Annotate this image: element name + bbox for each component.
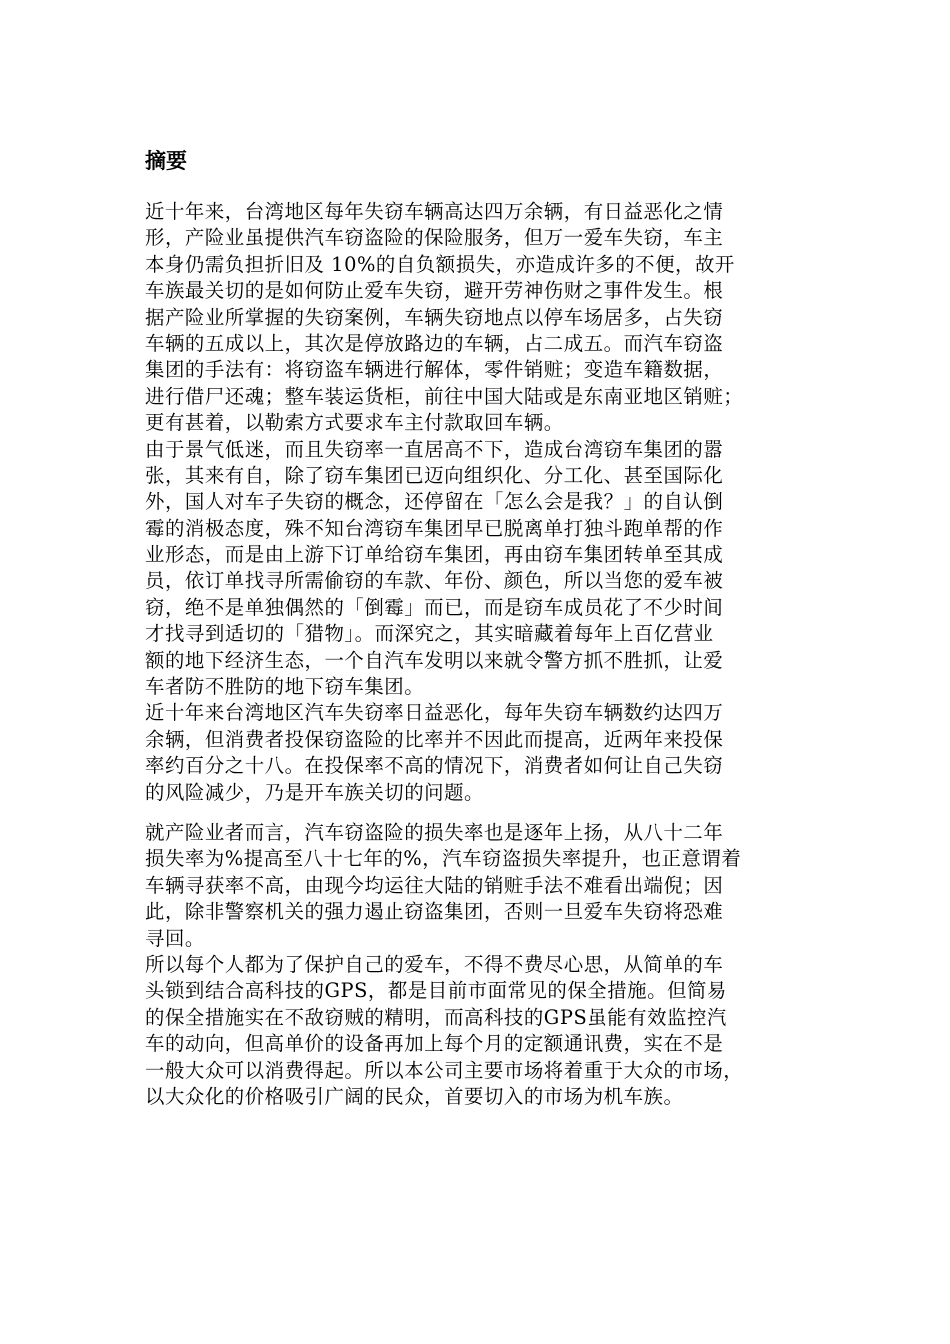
abstract-heading: 摘要 (145, 149, 187, 173)
text-line: 更有甚着，以勒索方式要求车主付款取回车辆。 (145, 411, 564, 435)
text-line: 余辆，但消费者投保窃盗险的比率并不因此而提高，近两年来投保 (145, 727, 724, 751)
text-line: 车族最关切的是如何防止爱车失窃，避开劳神伤财之事件发生。根 (145, 279, 724, 303)
text-line: 员，依订单找寻所需偷窃的车款、年份、颜色，所以当您的爱车被 (145, 569, 724, 593)
text-line: 率约百分之十八。在投保率不高的情况下，消费者如何让自己失窃 (145, 754, 724, 778)
text-line: 车辆的五成以上，其次是停放路边的车辆，占二成五。而汽车窃盗 (145, 331, 724, 355)
text-line: 进行借尸还魂；整车装运货柜，前往中国大陆或是东南亚地区销赃； (145, 384, 744, 408)
text-line: 集团的手法有：将窃盗车辆进行解体，零件销赃；变造车籍数据， (145, 358, 724, 382)
text-line: 额的地下经济生态，一个自汽车发明以来就令警方抓不胜抓，让爱 (145, 648, 724, 672)
text-line: 张，其来有自，除了窃车集团已迈向组织化、分工化、甚至国际化 (145, 463, 724, 487)
text-line: 据产险业所掌握的失窃案例，车辆失窃地点以停车场居多，占失窃 (145, 305, 724, 329)
paragraph-loss-ratio (145, 820, 825, 952)
abstract-section-one (145, 199, 825, 806)
text-line: 近十年来台湾地区汽车失窃率日益恶化，每年失窃车辆数约达四万 (145, 701, 724, 725)
text-line: 车的动向，但高单价的设备再加上每个月的定额通讯费，实在不是 (145, 1032, 724, 1056)
text-line: 窃，绝不是单独偶然的「倒霉」而已，而是窃车成员花了不少时间 (145, 595, 724, 619)
paragraph-market-target (145, 952, 825, 1110)
text-line: 头锁到结合高科技的GPS，都是目前市面常见的保全措施。但简易 (145, 979, 727, 1003)
text-line: 就产险业者而言，汽车窃盗险的损失率也是逐年上扬，从八十二年 (145, 821, 724, 844)
text-line: 所以每个人都为了保护自己的爱车，不得不费尽心思，从简单的车 (145, 952, 724, 976)
text-line: 业形态，而是由上游下订单给窃车集团，再由窃车集团转单至其成 (145, 543, 724, 567)
text-line: 才找寻到适切的「猎物」。而深究之，其实暗藏着每年上百亿营业 (145, 622, 714, 646)
text-line: 以大众化的价格吸引广阔的民众，首要切入的市场为机车族。 (145, 1084, 684, 1108)
abstract-section-two (145, 820, 825, 1110)
text-line: 近十年来，台湾地区每年失窃车辆高达四万余辆，有日益恶化之情 (145, 200, 724, 223)
text-line: 此，除非警察机关的强力遏止窃盗集团，否则一旦爱车失窃将恐难 (145, 900, 724, 924)
text-line: 由于景气低迷，而且失窃率一直居高不下，造成台湾窃车集团的嚣 (145, 437, 724, 461)
text-line: 的保全措施实在不敌窃贼的精明，而高科技的GPS虽能有效监控汽 (145, 1005, 727, 1029)
text-line: 的风险减少，乃是开车族关切的问题。 (145, 780, 484, 804)
text-line: 损失率为%提高至八十七年的%，汽车窃盗损失率提升，也正意谓着 (145, 847, 742, 871)
text-line: 车者防不胜防的地下窃车集团。 (145, 675, 425, 699)
text-line: 寻回。 (145, 926, 205, 950)
paragraph-insurance-rate (145, 700, 825, 806)
text-line: 形，产险业虽提供汽车窃盗险的保险服务，但万一爱车失窃，车主 (145, 226, 724, 250)
text-line: 霉的消极态度，殊不知台湾窃车集团早已脱离单打独斗跑单帮的作 (145, 516, 724, 540)
paragraph-theft-rings (145, 437, 825, 701)
text-line: 车辆寻获率不高，由现今均运往大陆的销赃手法不难看出端倪；因 (145, 873, 724, 897)
text-line: 外，国人对车子失窃的概念，还停留在「怎么会是我？」的自认倒 (145, 490, 724, 514)
paragraph-theft-overview (145, 199, 825, 437)
text-line: 一般大众可以消费得起。所以本公司主要市场将着重于大众的市场， (145, 1058, 744, 1082)
text-line: 本身仍需负担折旧及 10%的自负额损失，亦造成许多的不便，故开 (145, 252, 735, 276)
